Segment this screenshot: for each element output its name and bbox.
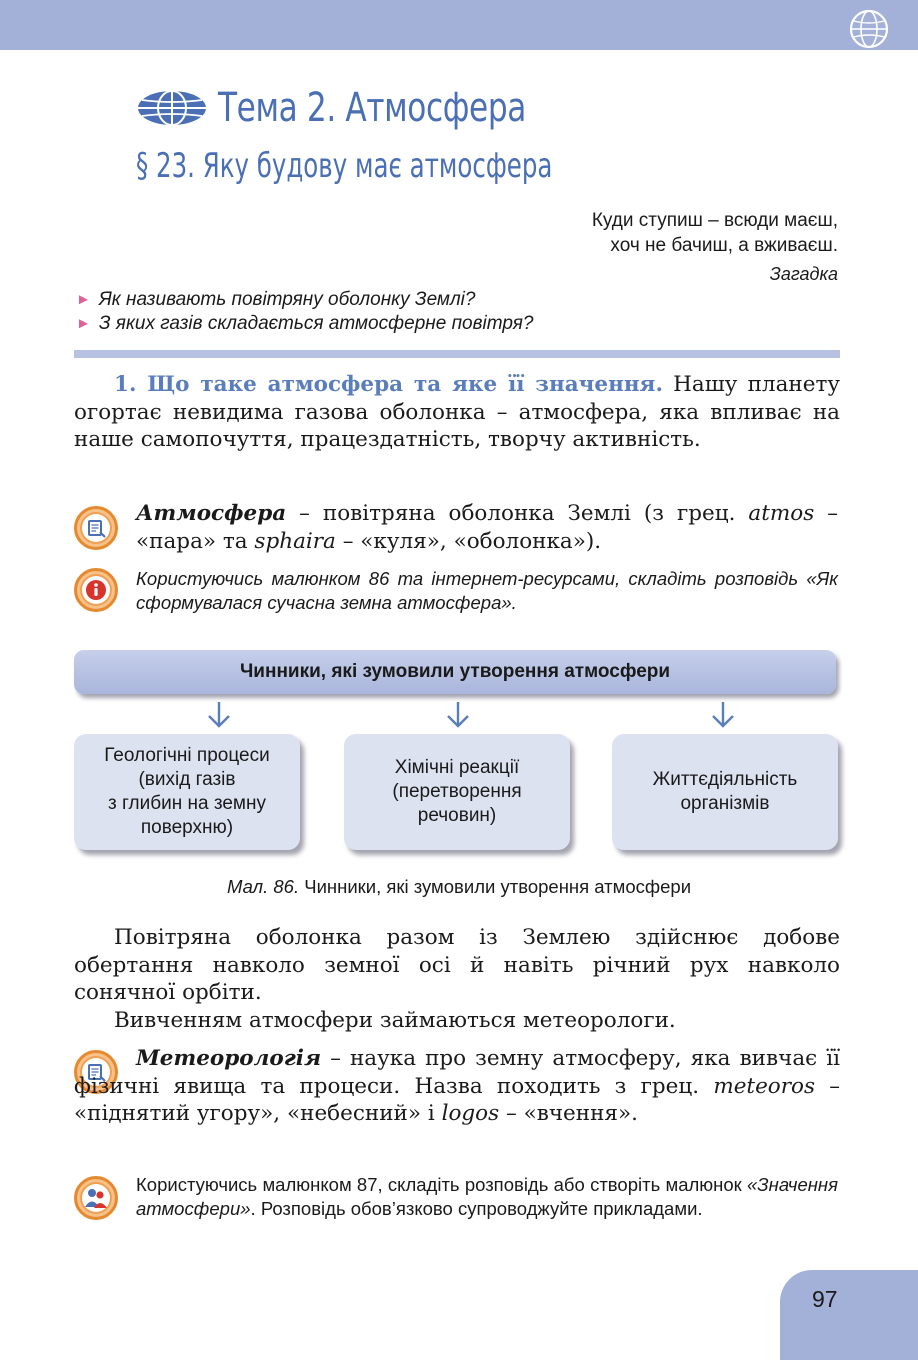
theme-title — [136, 80, 613, 136]
greek-word: atmos — [748, 501, 815, 526]
figure-caption — [0, 876, 918, 898]
notebook-icon — [85, 517, 107, 539]
group-icon — [74, 1176, 118, 1220]
diagram-header: Чинники, які зумовили утворення атмосфери — [74, 650, 836, 694]
greek-word: sphaira — [254, 528, 336, 554]
box-line: Життєдіяльність — [652, 769, 798, 790]
factor-box-chemistry — [344, 734, 570, 850]
greek-word: meteoros — [713, 1073, 815, 1099]
definition-text: – повітряна оболонка Землі (з грец. — [286, 501, 749, 526]
definition-text: – «пара» та — [136, 501, 838, 554]
box-line: Хімічні реакції — [394, 757, 520, 778]
greek-word: logos — [441, 1101, 500, 1126]
factor-box-organisms — [612, 734, 838, 850]
box-line: з глибин на земну — [108, 793, 266, 814]
section-heading: § 23. Яку будову має атмосфера — [136, 146, 553, 186]
section-1-text: Нашу планету огортає невидима газова оболонка – атмосфера, яка впливає на наше самопочуття, працездатність, творчу активність. — [74, 372, 841, 452]
definition-text: – «вчення». — [499, 1101, 638, 1126]
epigraph-line: хоч не бачиш, а вживаєш. — [610, 235, 838, 256]
caption-label: Мал. 86. — [226, 876, 300, 897]
epigraph-source: Загадка — [769, 264, 838, 284]
arrow-down-icon — [708, 700, 738, 730]
task-emphasis: «Значення атмосфери» — [136, 1174, 838, 1219]
group-icon — [84, 1187, 108, 1209]
info-icon — [85, 579, 107, 601]
box-line: (вихід газів — [138, 769, 236, 790]
page-number: 97 — [812, 1286, 838, 1312]
definition-text: – «куля», «оболонка»). — [335, 528, 602, 554]
info-task-text: Користуючись малюнком 86 та інтернет-ресурсами, складіть розповідь «Як сформувалася сучасна земна атмосфера». — [136, 568, 838, 613]
review-questions — [76, 288, 533, 336]
caption-text: Чинники, які зумовили утворення атмосфери — [299, 876, 692, 897]
info-icon — [74, 568, 118, 612]
section-divider — [74, 350, 840, 358]
question-item — [76, 288, 533, 312]
epigraph — [592, 208, 838, 287]
epigraph-line: Куди ступиш – всюди маєш, — [591, 210, 838, 231]
notebook-icon — [74, 506, 118, 550]
question-text: З яких газів складається атмосферне повітря? — [98, 313, 534, 334]
definition-term: Атмосфера — [136, 501, 287, 526]
definition-atmosphere — [136, 500, 838, 555]
question-item — [76, 312, 533, 336]
box-line: речовин) — [417, 805, 497, 826]
box-line: організмів — [680, 793, 770, 814]
arrow-down-icon — [443, 700, 473, 730]
factor-box-geology — [74, 734, 300, 850]
task-text: . Розповідь обов’язково супроводжуйте прикладами. — [250, 1198, 703, 1219]
triangle-bullet-icon: ► — [76, 315, 91, 332]
body-paragraph: Повітряна оболонка разом із Землею здійснює добове обертання навколо земної осі й навіть річний рух навколо сонячної орбіти. — [74, 925, 840, 1005]
box-line: (перетворення — [392, 781, 522, 802]
group-task-text — [136, 1173, 838, 1221]
triangle-bullet-icon: ► — [76, 291, 91, 308]
section-1-heading: 1. Що таке атмосфера та яке її значення. — [114, 372, 663, 397]
globe-icon — [136, 88, 208, 128]
body-paragraph: Вивченням атмосфери займаються метеорологи. — [114, 1008, 676, 1033]
definition-meteorology — [74, 1045, 840, 1128]
question-text: Як називають повітряну оболонку Землі? — [98, 289, 476, 310]
header-band — [0, 0, 918, 50]
definition-term: Метеорологія — [136, 1046, 322, 1071]
page-number-tab — [780, 1270, 918, 1360]
theme-heading: Тема 2. Атмосфера — [218, 85, 526, 131]
definition-text: – наука про земну атмосферу, яка вивчає її фізичні явища та процеси. Назва походить з грец. — [74, 1046, 840, 1099]
definition-text: – «піднятий угору», «небесний» і — [74, 1073, 840, 1126]
globe-icon — [848, 8, 890, 50]
box-line: Геологічні процеси — [104, 745, 270, 766]
arrow-down-icon — [204, 700, 234, 730]
task-text: Користуючись малюнком 87, складіть розповідь або створіть малюнок — [136, 1174, 748, 1195]
box-line: поверхню) — [140, 817, 234, 838]
section-1-paragraph — [74, 371, 840, 454]
